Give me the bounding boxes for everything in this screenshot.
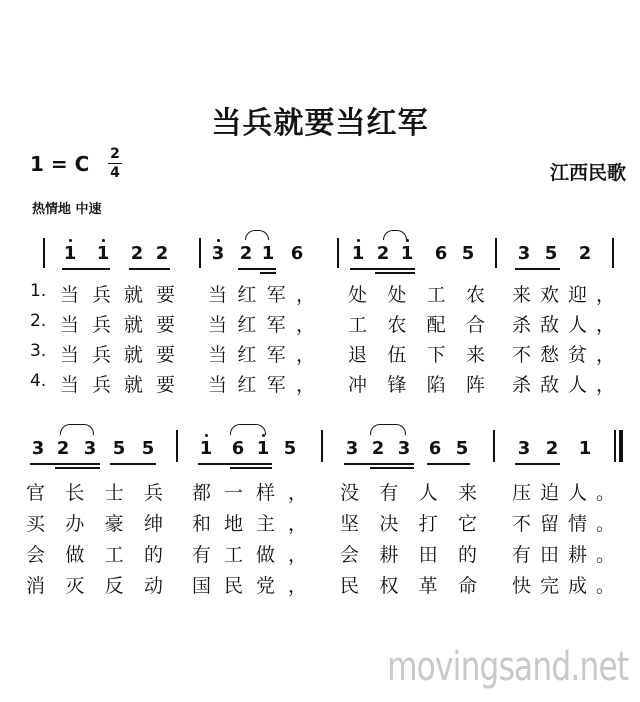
jianpu-note: 1 [256,438,270,459]
jianpu-note: 5 [283,438,297,459]
final-barline [619,430,623,462]
lyric-char: 长 [65,482,85,504]
eighth-underline [30,463,100,465]
lyric-char: 一 [224,482,244,504]
verse-number: 3. [30,341,47,361]
lyric-char: ， [296,344,316,366]
lyric-char: 愁 [540,344,560,366]
lyric-char: ， [288,482,308,504]
lyric-char: 人 [418,482,438,504]
song-origin: 江西民歌 [549,162,626,184]
lyric-char: 都 [192,482,212,504]
lyric-char: 农 [466,284,486,306]
sixteenth-underline [370,467,414,469]
jianpu-note: 1 [578,438,592,459]
lyric-char: 当 [60,314,80,336]
lyric-char: 当 [208,314,228,336]
jianpu-note: 2 [155,243,169,264]
lyric-char: 士 [104,482,124,504]
octave-dot [217,239,220,242]
jianpu-note: 2 [130,243,144,264]
lyric-char: 压 [512,482,532,504]
lyric-char: 主 [256,513,276,535]
lyric-char: 民 [340,575,360,597]
eighth-underline [198,463,272,465]
lyric-char: 没 [340,482,360,504]
eighth-underline [350,268,415,270]
jianpu-note: 5 [112,438,126,459]
lyric-char: 地 [224,513,244,535]
lyric-char: 田 [540,544,560,566]
lyric-char: 就 [124,314,144,336]
eighth-underline [515,463,560,465]
lyric-char: 工 [348,314,368,336]
key-signature: 1 = C [30,152,90,176]
lyric-char: 要 [156,314,176,336]
lyric-char: 红 [237,284,257,306]
lyric-char: 会 [26,544,46,566]
jianpu-note: 2 [56,438,70,459]
lyric-char: 处 [348,284,368,306]
jianpu-note: 1 [351,243,365,264]
lyric-char: 兵 [92,344,112,366]
lyric-char: ， [288,513,308,535]
lyric-char: 兵 [144,482,164,504]
time-signature [108,146,122,181]
lyric-char: 。 [596,544,616,566]
eighth-underline [344,463,414,465]
jianpu-note: 2 [371,438,385,459]
lyric-char: ， [596,314,616,336]
sixteenth-underline [260,272,276,274]
sixteenth-underline [375,272,415,274]
lyric-char: 兵 [92,284,112,306]
verse-number: 1. [30,281,47,301]
jianpu-note: 3 [517,438,531,459]
meter-top: 2 [110,146,120,162]
octave-dot [205,434,208,437]
lyric-char: 完 [540,575,560,597]
meter-bar [108,163,122,164]
lyric-char: ， [296,374,316,396]
jianpu-note: 2 [545,438,559,459]
lyric-char: 动 [144,575,164,597]
lyric-char: 红 [237,344,257,366]
lyric-char: 迫 [540,482,560,504]
lyric-char: 买 [26,513,46,535]
lyric-char: 命 [458,575,478,597]
jianpu-note: 2 [376,243,390,264]
lyric-char: 处 [387,284,407,306]
lyric-char: 来 [458,482,478,504]
jianpu-note: 3 [211,243,225,264]
eighth-underline [110,463,156,465]
lyric-char: 当 [60,374,80,396]
eighth-underline [515,268,560,270]
barline [176,430,178,462]
lyric-char: 决 [379,513,399,535]
lyric-char: 人 [568,314,588,336]
lyric-char: 欢 [540,284,560,306]
lyric-char: 来 [466,344,486,366]
eighth-underline [427,463,470,465]
jianpu-note: 2 [239,243,253,264]
lyric-char: ， [596,374,616,396]
slur [383,230,407,240]
lyric-char: 退 [348,344,368,366]
lyric-char: 伍 [387,344,407,366]
lyric-char: 豪 [104,513,124,535]
jianpu-note: 3 [31,438,45,459]
lyric-char: 当 [60,344,80,366]
jianpu-note: 6 [290,243,304,264]
lyric-char: 杀 [512,374,532,396]
jianpu-note: 1 [63,243,77,264]
lyric-char: 办 [65,513,85,535]
slur [230,424,266,435]
lyric-char: 杀 [512,314,532,336]
lyric-char: 合 [466,314,486,336]
jianpu-note: 1 [96,243,110,264]
lyric-char: 耕 [379,544,399,566]
lyric-char: 迎 [568,284,588,306]
lyric-char: 军 [266,314,286,336]
lyric-char: 来 [512,284,532,306]
lyric-char: 红 [237,374,257,396]
lyric-char: 。 [596,575,616,597]
sixteenth-underline [55,467,100,469]
verse-number: 4. [30,371,47,391]
jianpu-note: 6 [428,438,442,459]
lyric-char: 当 [60,284,80,306]
lyric-char: 阵 [466,374,486,396]
lyric-char: 敌 [540,374,560,396]
lyric-char: ， [296,284,316,306]
lyric-char: 成 [568,575,588,597]
lyric-char: 会 [340,544,360,566]
lyric-char: 。 [596,513,616,535]
lyric-char: 反 [104,575,124,597]
lyric-char: 快 [512,575,532,597]
lyric-char: 当 [208,374,228,396]
jianpu-note: 3 [397,438,411,459]
lyric-char: 不 [512,344,532,366]
lyric-char: 要 [156,344,176,366]
lyric-char: 就 [124,344,144,366]
lyric-char: 当 [208,344,228,366]
verse-number: 2. [30,311,47,331]
lyric-char: 和 [192,513,212,535]
lyric-char: 军 [266,374,286,396]
jianpu-note: 2 [578,243,592,264]
lyric-char: 要 [156,374,176,396]
lyric-char: 人 [568,374,588,396]
eighth-underline [238,268,276,270]
lyric-char: 有 [512,544,532,566]
lyric-char: 国 [192,575,212,597]
barline [493,430,495,462]
lyric-char: 的 [144,544,164,566]
jianpu-note: 6 [434,243,448,264]
lyric-char: 权 [379,575,399,597]
lyric-char: 锋 [387,374,407,396]
jianpu-note: 5 [461,243,475,264]
lyric-char: 当 [208,284,228,306]
lyric-char: 人 [568,482,588,504]
barline [337,238,339,268]
lyric-char: 耕 [568,544,588,566]
lyric-char: 有 [192,544,212,566]
barline [495,238,497,268]
lyric-char: ， [596,344,616,366]
lyric-char: 兵 [92,374,112,396]
lyric-char: 要 [156,284,176,306]
lyric-char: 工 [224,544,244,566]
barline [43,238,45,268]
lyric-char: 情 [568,513,588,535]
sixteenth-underline [230,467,272,469]
lyric-char: 做 [256,544,276,566]
lyric-char: 工 [426,284,446,306]
meter-bottom: 4 [110,165,120,181]
lyric-char: 消 [26,575,46,597]
lyric-char: 敌 [540,314,560,336]
lyric-char: 不 [512,513,532,535]
octave-dot [357,239,360,242]
jianpu-note: 1 [261,243,275,264]
lyric-char: 官 [26,482,46,504]
lyric-char: 陷 [426,374,446,396]
octave-dot [69,239,72,242]
lyric-char: ， [288,575,308,597]
jianpu-note: 1 [199,438,213,459]
lyric-char: 下 [426,344,446,366]
lyric-char: 红 [237,314,257,336]
jianpu-note: 6 [231,438,245,459]
barline [199,238,201,268]
lyric-char: 军 [266,344,286,366]
lyric-char: ， [288,544,308,566]
lyric-char: 样 [256,482,276,504]
jianpu-note: 3 [345,438,359,459]
lyric-char: 有 [379,482,399,504]
lyric-char: 党 [256,575,276,597]
lyric-char: 民 [224,575,244,597]
lyric-char: 绅 [144,513,164,535]
lyric-char: 农 [387,314,407,336]
watermark: movingsand.net [386,644,628,690]
lyric-char: 做 [65,544,85,566]
barline [614,430,616,462]
lyric-char: 它 [458,513,478,535]
lyric-char: 的 [458,544,478,566]
lyric-char: 兵 [92,314,112,336]
jianpu-note: 5 [544,243,558,264]
lyric-char: 就 [124,284,144,306]
song-title: 当兵就要当红军 [211,106,429,141]
lyric-char: 就 [124,374,144,396]
eighth-underline [129,268,170,270]
barline [612,238,614,268]
lyric-char: 工 [104,544,124,566]
slur [60,424,94,435]
slur [370,424,406,435]
lyric-char: 冲 [348,374,368,396]
jianpu-note: 3 [517,243,531,264]
lyric-char: ， [596,284,616,306]
octave-dot [102,239,105,242]
lyric-char: 配 [426,314,446,336]
jianpu-note: 3 [83,438,97,459]
lyric-char: 。 [596,482,616,504]
eighth-underline [62,268,110,270]
tempo-marking: 热情地 中速 [32,202,102,217]
lyric-char: 革 [418,575,438,597]
lyric-char: 灭 [65,575,85,597]
lyric-char: 打 [418,513,438,535]
jianpu-note: 5 [141,438,155,459]
lyric-char: 田 [418,544,438,566]
jianpu-note: 1 [400,243,414,264]
slur [245,230,269,240]
lyric-char: 坚 [340,513,360,535]
lyric-char: 留 [540,513,560,535]
lyric-char: 军 [266,284,286,306]
barline [321,430,323,462]
lyric-char: 贫 [568,344,588,366]
jianpu-note: 5 [455,438,469,459]
lyric-char: ， [296,314,316,336]
